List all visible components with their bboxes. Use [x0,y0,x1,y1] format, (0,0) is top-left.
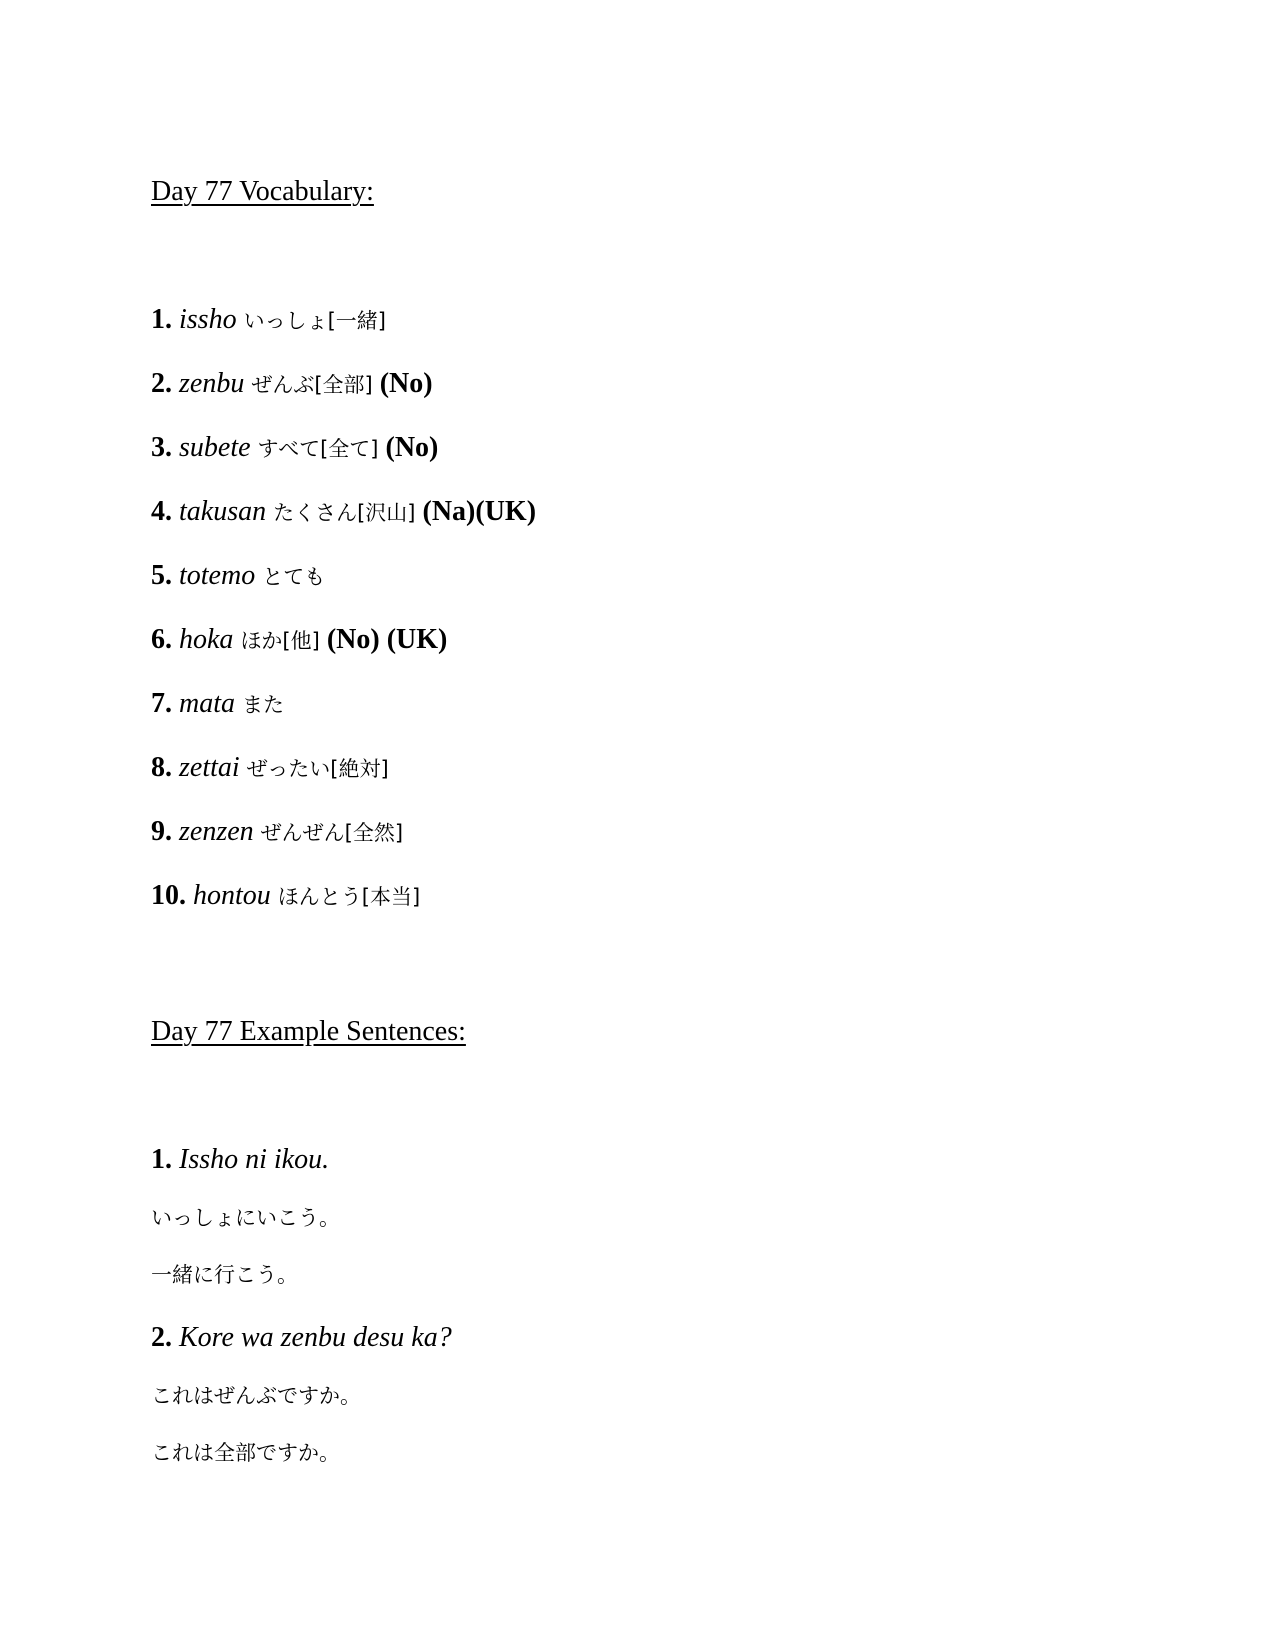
vocab-item [151,306,386,334]
vocab-japanese: ぜんぜん[全然] [260,821,404,845]
example-romaji: Issho ni ikou. [179,1144,330,1175]
example-kana: いっしょにいこう。 [151,1206,340,1230]
vocab-japanese: ぜったい[絶対] [246,757,389,781]
vocab-japanese: ほか[他] [240,629,320,653]
vocab-item [151,882,420,910]
vocab-romaji: zenbu [179,368,245,399]
vocab-japanese: また [242,693,284,717]
vocab-tag: (No) [379,368,433,399]
vocab-item [151,690,284,718]
vocab-item [151,434,438,462]
vocab-romaji: mata [179,688,235,719]
vocab-romaji: takusan [179,496,267,527]
example-number: 2. [151,1322,172,1353]
vocab-item [151,818,403,846]
vocab-japanese: たくさん[沢山] [273,501,416,525]
examples-heading: Day 77 Example Sentences: [151,1016,466,1047]
vocab-japanese: すべて[全て] [257,437,379,461]
example-kanji: これは全部ですか。 [151,1441,340,1465]
example-sentence [151,1324,452,1352]
vocab-japanese: ほんとう[本当] [277,885,421,909]
vocab-number: 8. [151,752,172,783]
vocab-item [151,562,325,590]
vocab-number: 10. [151,880,186,911]
vocab-item [151,498,536,526]
vocab-number: 5. [151,560,172,591]
vocab-tag: (No) (UK) [326,624,448,655]
vocab-number: 7. [151,688,172,719]
example-kanji: 一緒に行こう。 [151,1263,298,1287]
vocabulary-heading: Day 77 Vocabulary: [151,176,374,207]
vocab-number: 3. [151,432,172,463]
vocab-tag: (No) [385,432,439,463]
vocab-romaji: issho [179,304,237,335]
example-number: 1. [151,1144,172,1175]
vocab-number: 4. [151,496,172,527]
vocab-number: 9. [151,816,172,847]
vocab-romaji: zettai [179,752,240,783]
vocab-number: 2. [151,368,172,399]
example-sentence [151,1146,329,1174]
vocab-japanese: ぜんぶ[全部] [251,373,373,397]
vocab-romaji: totemo [179,560,256,591]
example-romaji: Kore wa zenbu desu ka? [179,1322,452,1353]
vocab-item [151,370,433,398]
vocab-number: 1. [151,304,172,335]
vocab-romaji: zenzen [179,816,254,847]
vocab-tag: (Na)(UK) [422,496,537,527]
vocab-japanese: いっしょ[一緒] [243,309,386,333]
vocab-japanese: とても [262,565,326,589]
vocab-item [151,754,389,782]
vocab-number: 6. [151,624,172,655]
vocab-item [151,626,447,654]
vocab-romaji: hoka [179,624,234,655]
example-kana: これはぜんぶですか。 [151,1384,361,1408]
vocab-romaji: subete [179,432,251,463]
vocab-romaji: hontou [193,880,271,911]
